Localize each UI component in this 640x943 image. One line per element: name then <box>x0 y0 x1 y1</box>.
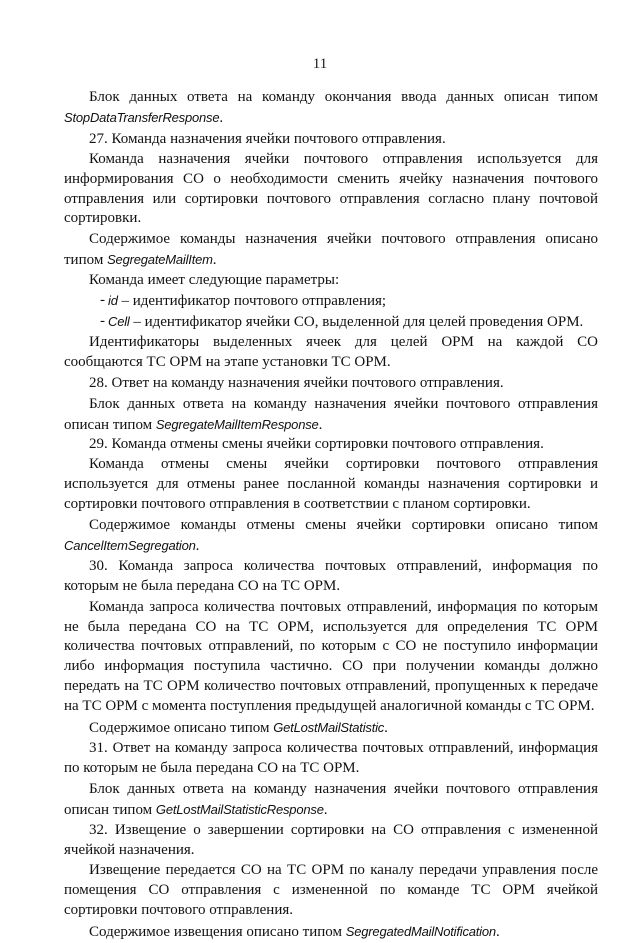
type-name: StopDataTransferResponse <box>64 109 220 125</box>
section-30-description: Команда запроса количества почтовых отправлений, информация по которым не была передана СО на ТС ОРМ, используется для определения ТС ОРМ количества почтовых отправлений, по которым с СО не поступило информации либо информация поступила частично. СО при получении команды должно передать на ТС ОРМ количество почтовых отправлений, пропущенных к передаче на ТС ОРМ с момента поступления предыдущей аналогичной команды с ТС ОРМ. <box>64 598 598 715</box>
section-29-heading: 29. Команда отмены смены ячейки сортировки почтового отправления. <box>89 436 544 453</box>
param-list-item-cell: - Cell – идентификатор ячейки СО, выделенной для целей проведения ОРМ. <box>100 312 584 330</box>
list-dash: - <box>100 292 105 309</box>
section-27-description: Команда назначения ячейки почтового отправления используется для информирования СО о необходимости сменить ячейку назначения почтового отправления или сортировки почтового отправления согласно плану почтовой сортировки. <box>64 150 598 227</box>
section-27-params-intro: Команда имеет следующие параметры: <box>89 272 340 289</box>
paragraph-stop-data-transfer-response: Блок данных ответа на команду окончания ввода данных описан типом StopDataTransferResponse. <box>64 89 598 126</box>
section-31-text: Блок данных ответа на команду назначения ячейки почтового отправления описан типом GetLostMailStatisticResponse. <box>64 780 598 818</box>
section-30-content: Содержимое описано типом GetLostMailStatistic. <box>89 720 388 737</box>
section-32-heading: 32. Извещение о завершении сортировки на СО отправления с измененной ячейкой назначения. <box>64 821 598 858</box>
type-name: SegregateMailItemResponse <box>155 416 319 432</box>
section-27-ids-note: Идентификаторы выделенных ячеек для целей ОРМ на каждой СО сообщаются ТС ОРМ на этапе установки ТС ОРМ. <box>64 333 598 370</box>
section-32-content: Содержимое извещения описано типом SegregatedMailNotification. <box>89 924 500 941</box>
type-name: CancelItemSegregation <box>64 537 196 553</box>
document-body <box>64 88 598 943</box>
param-name: Cell <box>108 313 130 329</box>
section-30-heading: 30. Команда запроса количества почтовых отправлений, информация по которым не была передана СО на ТС ОРМ. <box>64 557 598 594</box>
param-list-item-id: - id – идентификатор почтового отправления; <box>100 292 387 310</box>
page-number: 11 <box>312 56 328 72</box>
section-29-content: Содержимое команды отмены смены ячейки сортировки описано типом CancelItemSegregation. <box>64 517 598 554</box>
type-name: SegregateMailItem <box>107 252 213 268</box>
section-27-content: Содержимое команды назначения ячейки почтового отправления описано типом SegregateMailItem. <box>64 231 598 269</box>
type-name: SegregatedMailNotification <box>345 924 496 940</box>
type-name: GetLostMailStatistic <box>273 720 385 736</box>
list-dash: - <box>100 312 105 329</box>
section-28-heading: 28. Ответ на команду назначения ячейки почтового отправления. <box>89 374 504 391</box>
section-31-heading: 31. Ответ на команду запроса количества почтовых отправлений, информация по которым не была передана СО на ТС ОРМ. <box>64 740 598 776</box>
section-29-description: Команда отмены смены ячейки сортировки почтового отправления используется для отмены ранее посланной команды назначения сортировки и сортировки почтового отправления в соответствии с планом сортировки. <box>64 456 598 513</box>
param-name: id <box>108 293 118 309</box>
section-28-text: Блок данных ответа на команду назначения ячейки почтового отправления описан типом SegregateMailItemResponse. <box>64 395 598 433</box>
section-27-heading: 27. Команда назначения ячейки почтового отправления. <box>89 130 446 147</box>
type-name: GetLostMailStatisticResponse <box>155 801 324 817</box>
section-32-description: Извещение передается СО на ТС ОРМ по каналу передачи управления после помещения СО отправления с измененной по команде ТС ОРМ ячейкой сортировки почтового отправления. <box>64 862 598 919</box>
